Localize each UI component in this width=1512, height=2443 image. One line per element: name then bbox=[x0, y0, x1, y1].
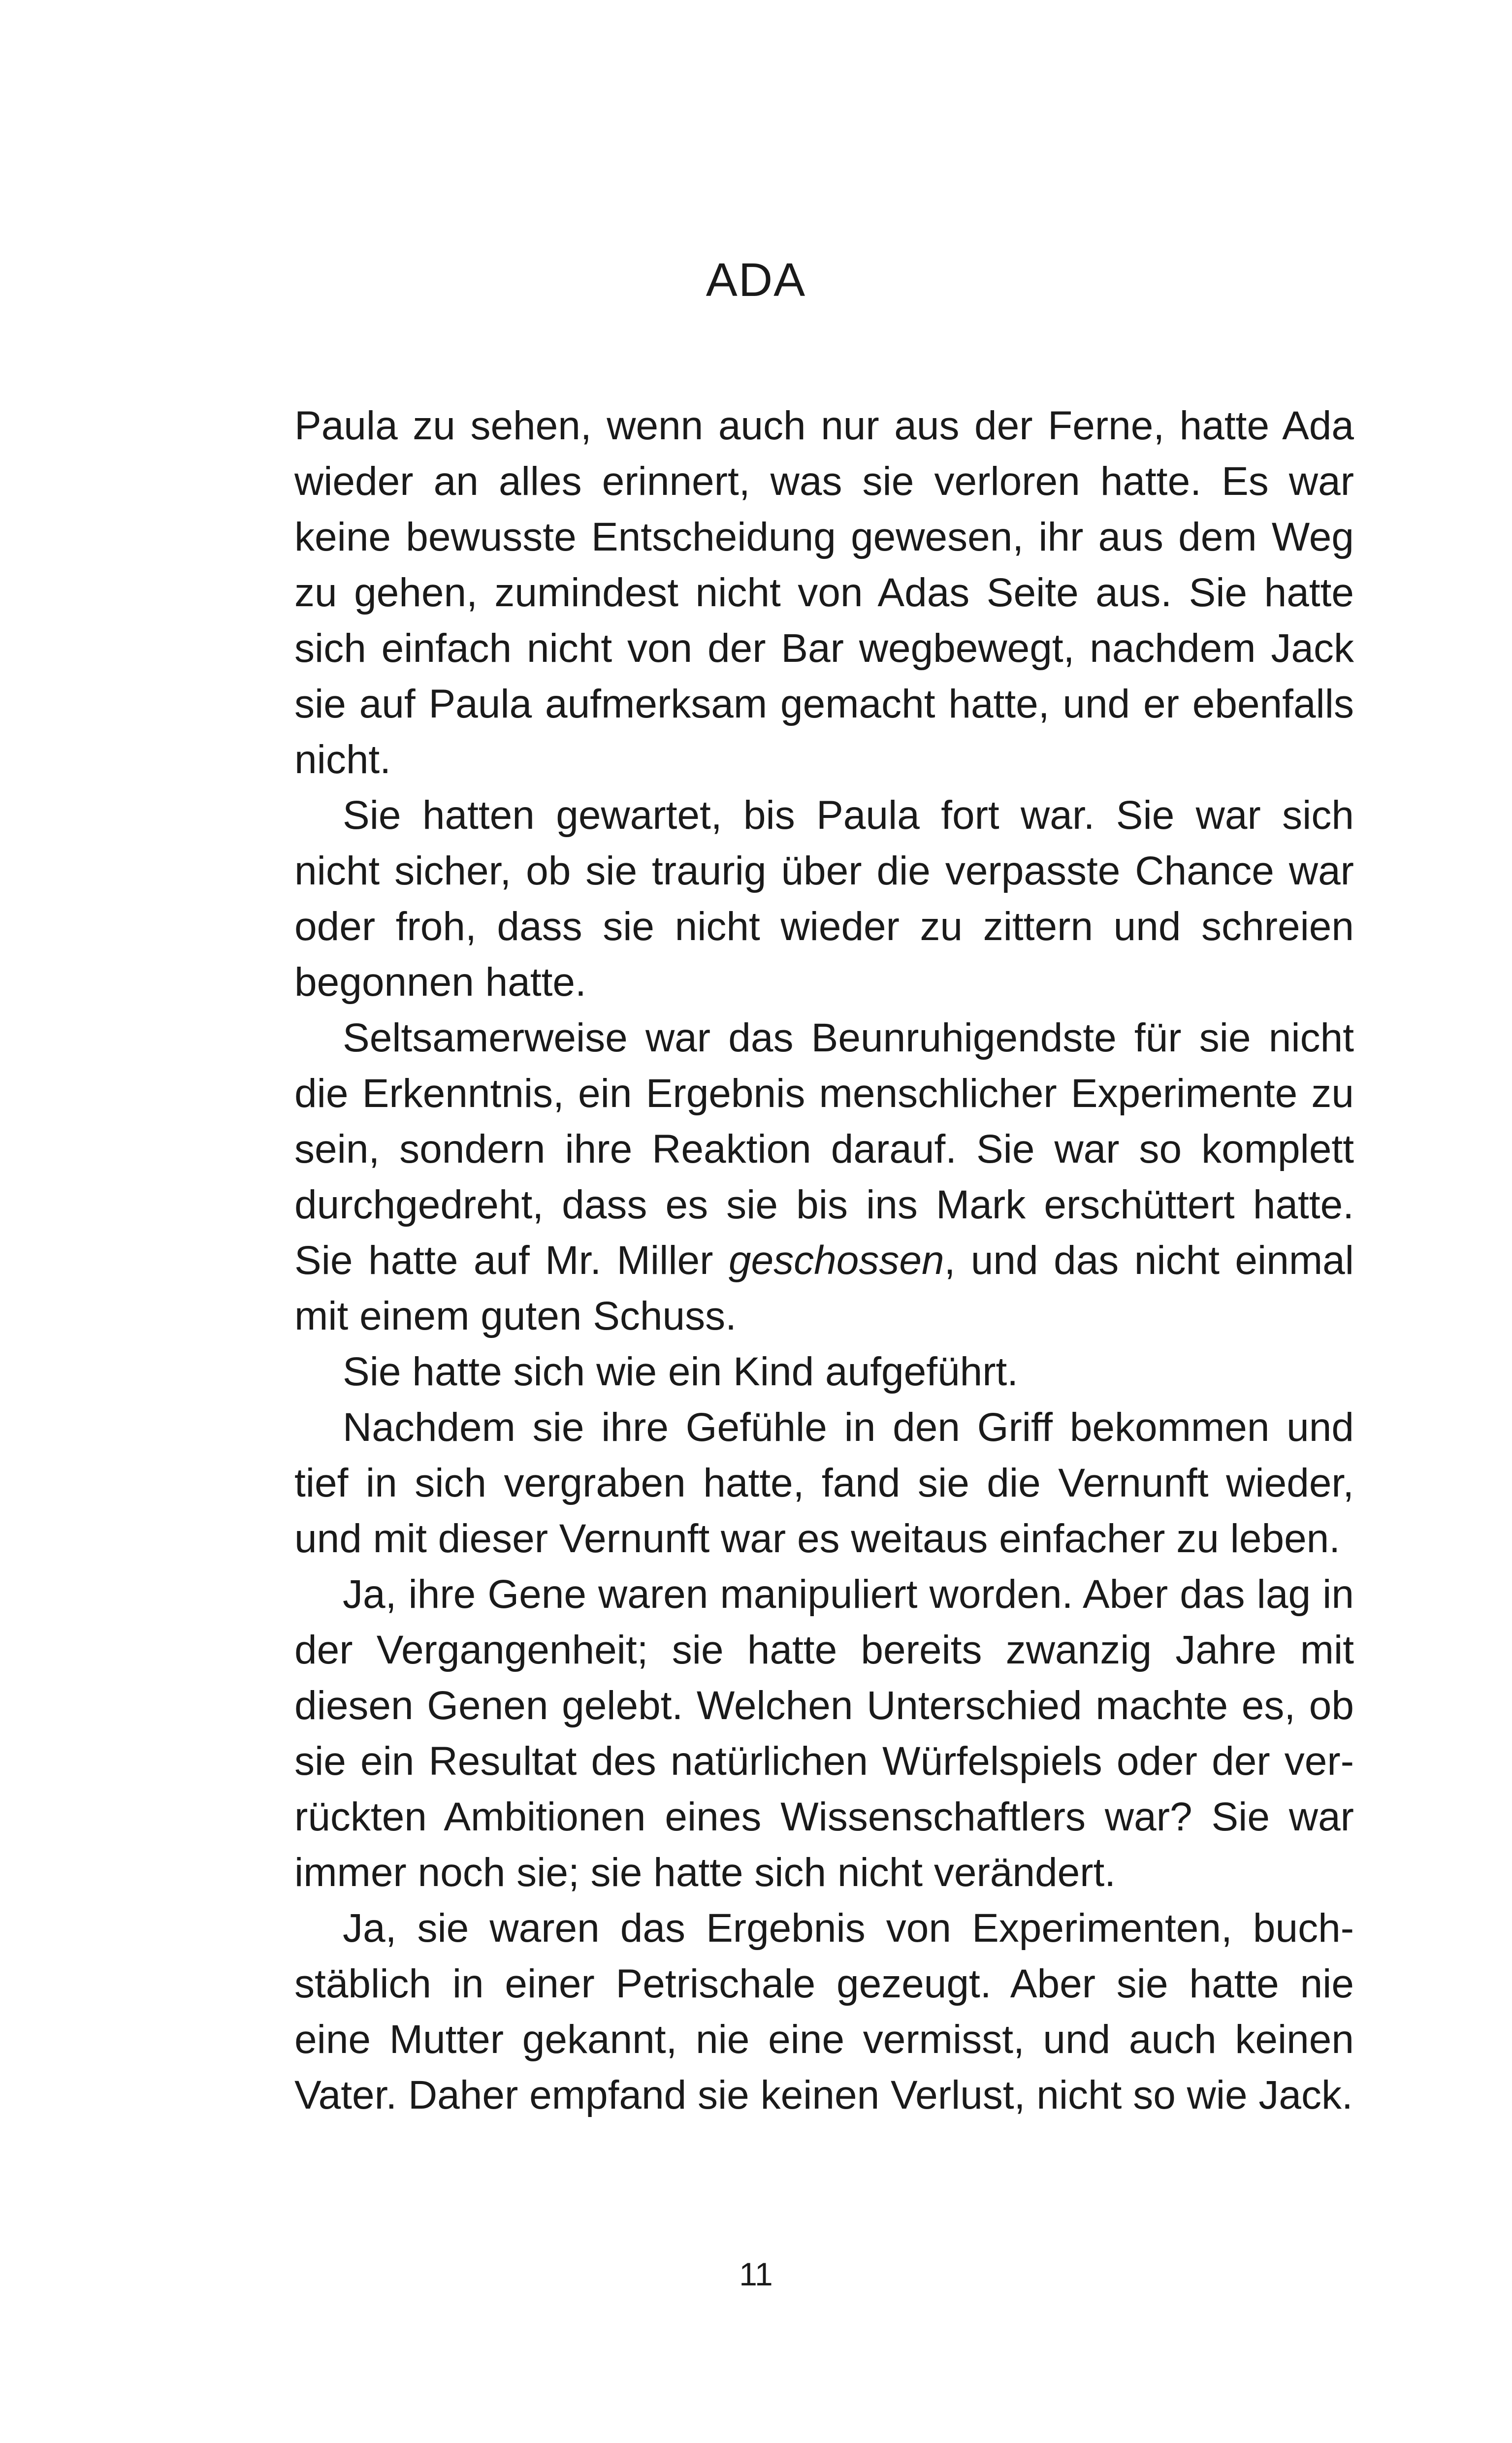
paragraph-3-text-after: , und das nicht einmal mit einem guten Schuss. bbox=[294, 1238, 1354, 1338]
paragraph-1: Paula zu sehen, wenn auch nur aus der Ferne, hatte Ada wieder an alles erinnert, was sie verloren hatte. Es war keine bewusste Entscheidung gewesen, ihr aus dem Weg zu gehen, zumindest nicht von Adas Seite aus. Sie hatte sich einfach nicht von der Bar wegbewegt, nachdem Jack sie auf Paula aufmerksam gemacht hatte, und er ebenfalls nicht. bbox=[294, 403, 1354, 782]
paragraph-3-text-before: Seltsamerweise war das Beunruhigendste für sie nicht die Erkenntnis, ein Ergebnis menschlicher Experimente zu sein, sondern ihre Reaktion darauf. Sie war so komplett durchgedreht, dass es sie bis ins Mark erschüttert hatte. Sie hatte auf Mr. Miller bbox=[294, 1015, 1354, 1283]
paragraph-7: Ja, sie waren das Ergebnis von Experimenten, buchstäblich in einer Petrischale gezeugt. Aber sie hatte nie eine Mutter gekannt, nie eine vermisst, und auch keinen Vater. Daher empfand sie keinen Verlust, nicht so wie Jack. bbox=[294, 1906, 1354, 2117]
paragraph-3-emphasis: geschossen bbox=[728, 1238, 944, 1283]
paragraph-4: Sie hatte sich wie ein Kind aufgeführt. bbox=[343, 1349, 1019, 1394]
chapter-title: ADA bbox=[706, 254, 806, 307]
paragraph-5: Nachdem sie ihre Gefühle in den Griff bekommen und tief in sich vergraben hatte, fand sie die Vernunft wieder, und mit dieser Vernunft war es weitaus einfacher zu leben. bbox=[294, 1405, 1354, 1561]
paragraph-2: Sie hatten gewartet, bis Paula fort war. Sie war sich nicht sicher, ob sie traurig über die verpasste Chance war oder froh, dass sie nicht wieder zu zittern und schreien begonnen hatte. bbox=[294, 793, 1354, 1005]
paragraph-3 bbox=[294, 1010, 1354, 1344]
body-text bbox=[294, 398, 1354, 2123]
page-number: 11 bbox=[739, 2256, 773, 2292]
paragraph-6: Ja, ihre Gene waren manipuliert worden. Aber das lag in der Vergangenheit; sie hatte bereits zwanzig Jahre mit diesen Genen gelebt. Welchen Unterschied machte es, ob sie ein Resultat des natürlichen Würfelspiels oder der verrückten Ambitionen eines Wissenschaftlers war? Sie war immer noch sie; sie hatte sich nicht verändert. bbox=[294, 1572, 1354, 1895]
